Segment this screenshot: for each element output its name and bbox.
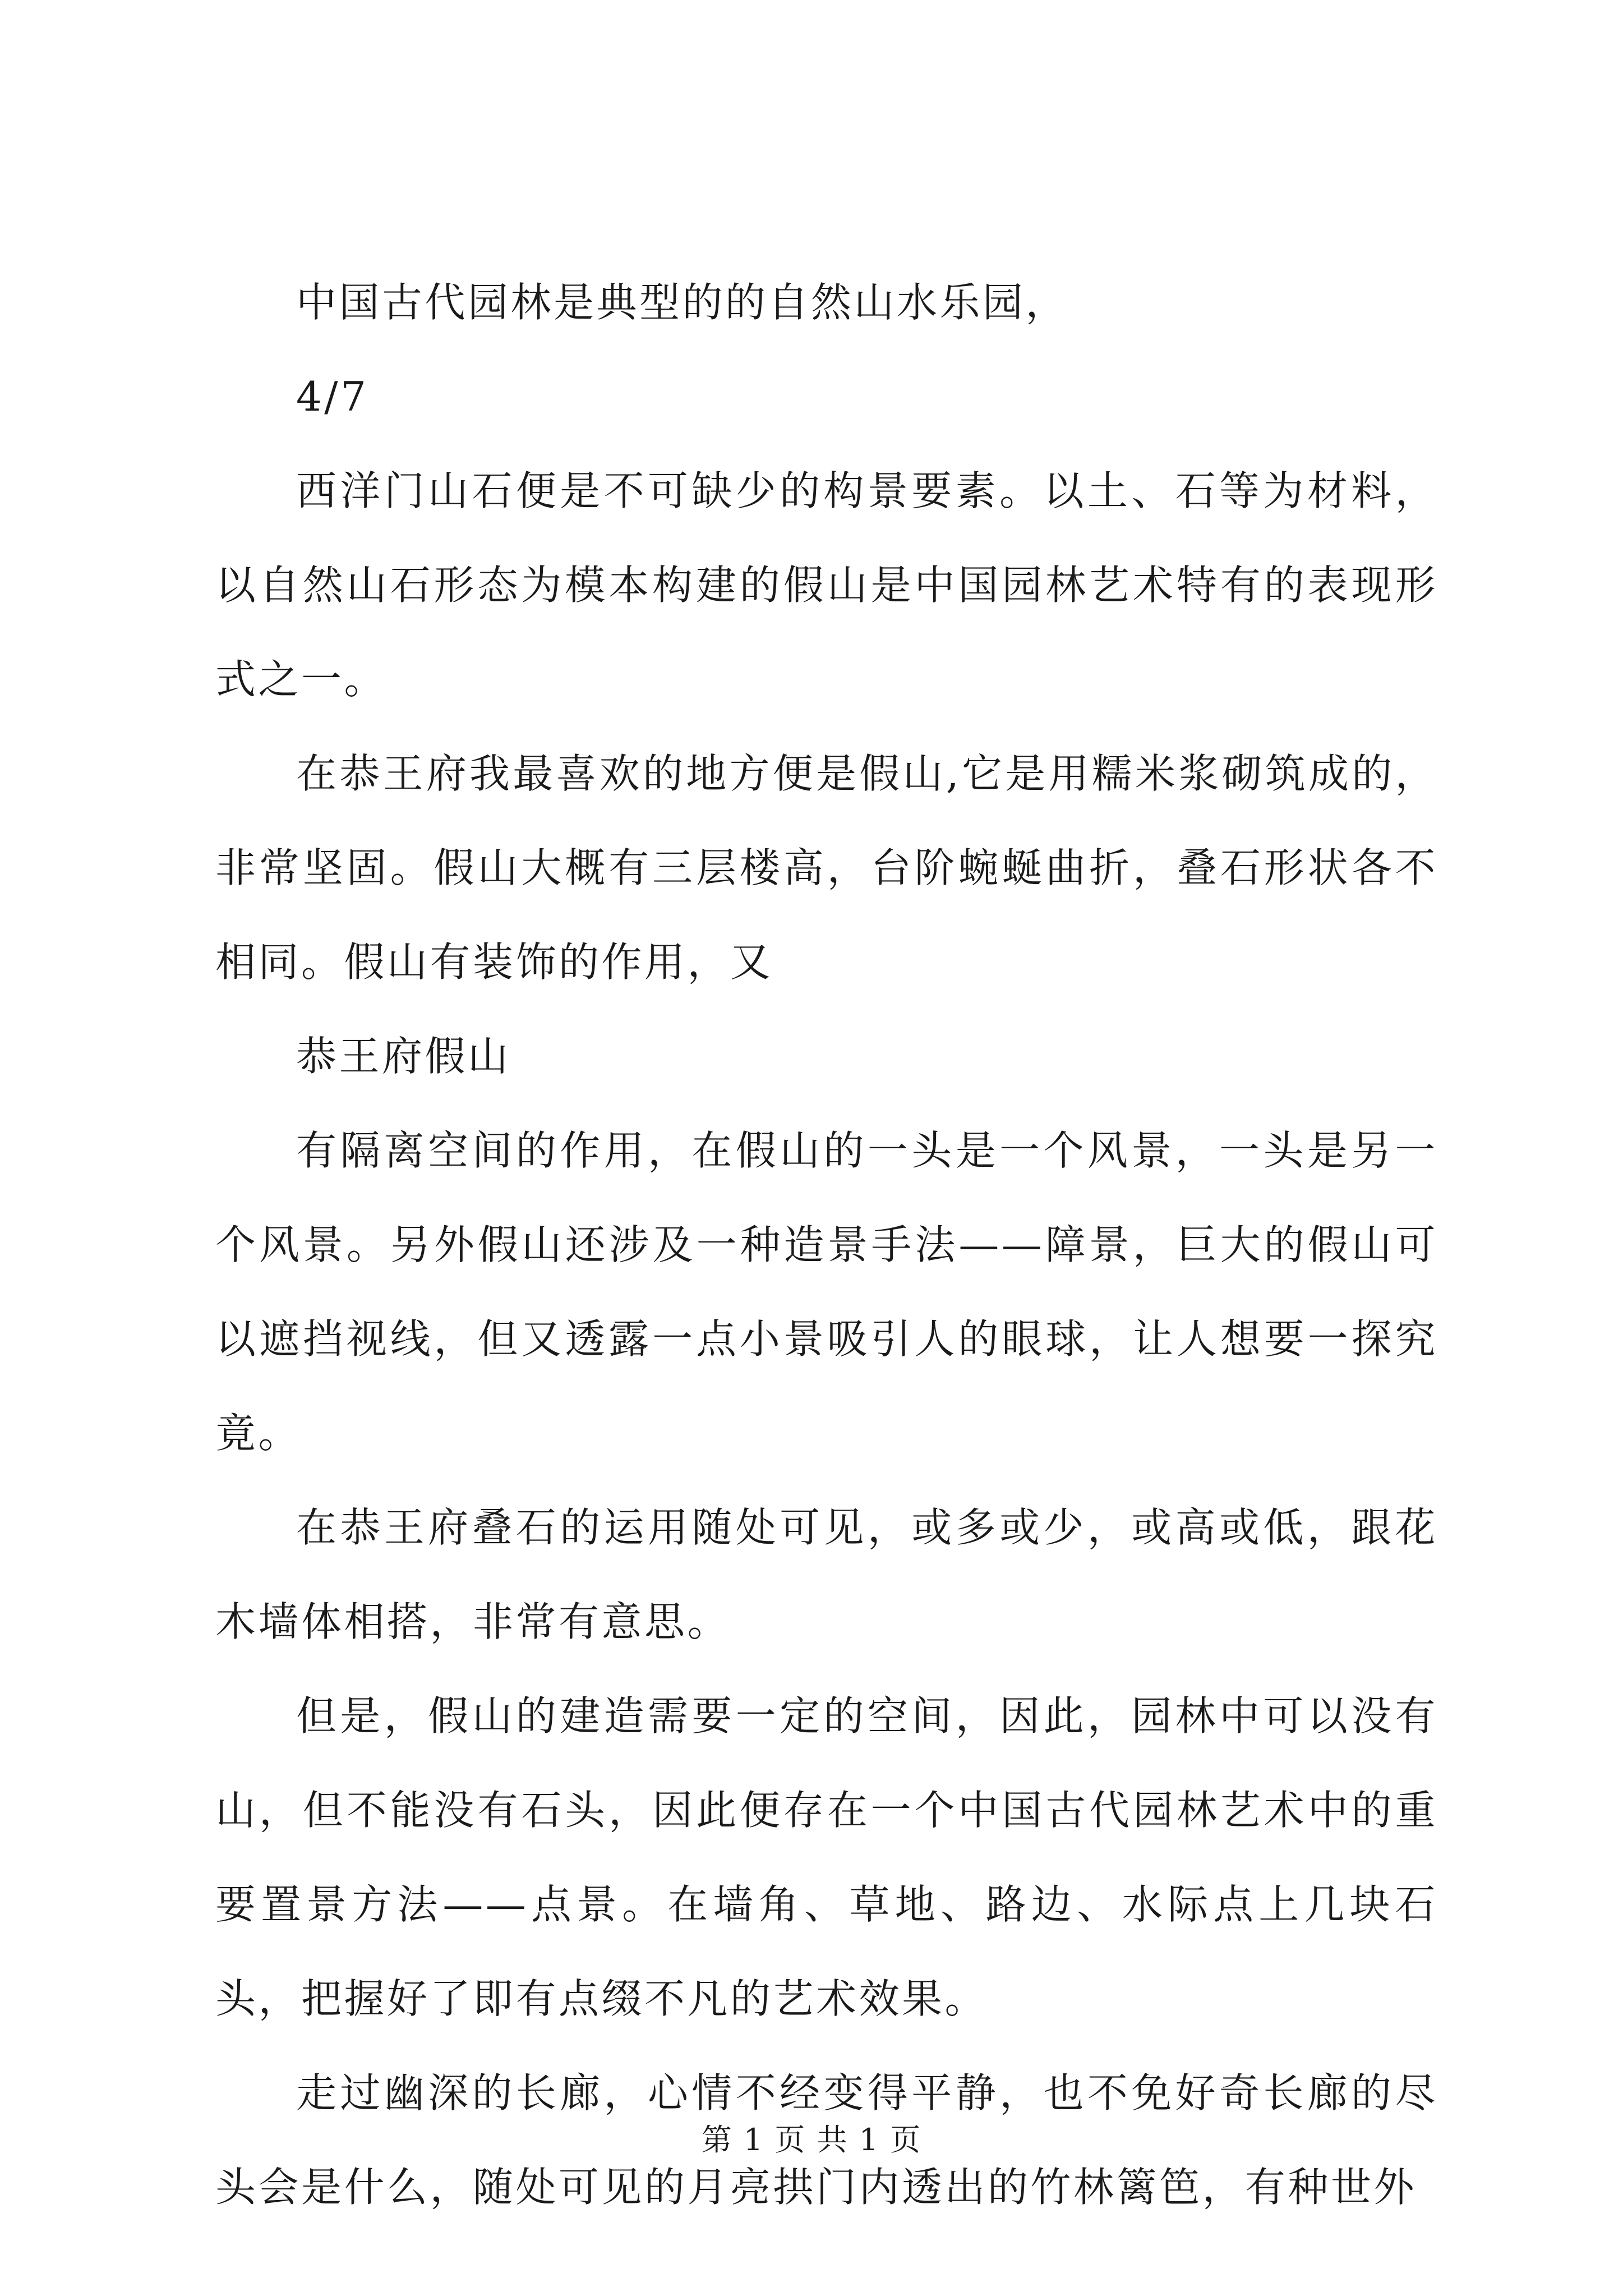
paragraph-point-scenery: 但是，假山的建造需要一定的空间，因此，园林中可以没有山，但不能没有石头，因此便存在一个中国古代园林艺术中的重要置景方法——点景。在墙角、草地、路边、水际点上几块石头，把握好了即有点缀不凡的艺术效果。	[215, 1692, 1438, 2022]
paragraph-page-marker: 4/7	[296, 373, 369, 420]
paragraph-favorite-rockery: 在恭王府我最喜欢的地方便是假山,它是用糯米浆砌筑成的，非常坚固。假山大概有三层楼高，台阶蜿蜒曲折，叠石形状各不相同。假山有装饰的作用，又	[215, 750, 1438, 986]
paragraph-image-caption: 恭王府假山	[296, 1033, 511, 1080]
paragraph-corridor: 走过幽深的长廊，心情不经变得平静，也不免好奇长廊的尽头会是什么，随处可见的月亮拱门内透出的竹林篱笆，有种世外	[215, 2069, 1438, 2211]
paragraph-intro: 中国古代园林是典型的的自然山水乐园，	[296, 279, 1069, 326]
document-body	[215, 255, 1438, 2234]
paragraph-stone-usage: 在恭王府叠石的运用随处可见，或多或少，或高或低，跟花木墙体相搭，非常有意思。	[215, 1504, 1438, 1645]
paragraph-rockery-elements: 西洋门山石便是不可缺少的构景要素。以土、石等为材料，以自然山石形态为模本构建的假山是中国园林艺术特有的表现形式之一。	[215, 467, 1438, 703]
paragraph-space-separation: 有隔离空间的作用，在假山的一头是一个风景，一头是另一个风景。另外假山还涉及一种造景手法——障景，巨大的假山可以遮挡视线，但又透露一点小景吸引人的眼球，让人想要一探究竟。	[215, 1127, 1438, 1457]
page-footer: 第 1 页 共 1 页	[701, 2122, 922, 2157]
